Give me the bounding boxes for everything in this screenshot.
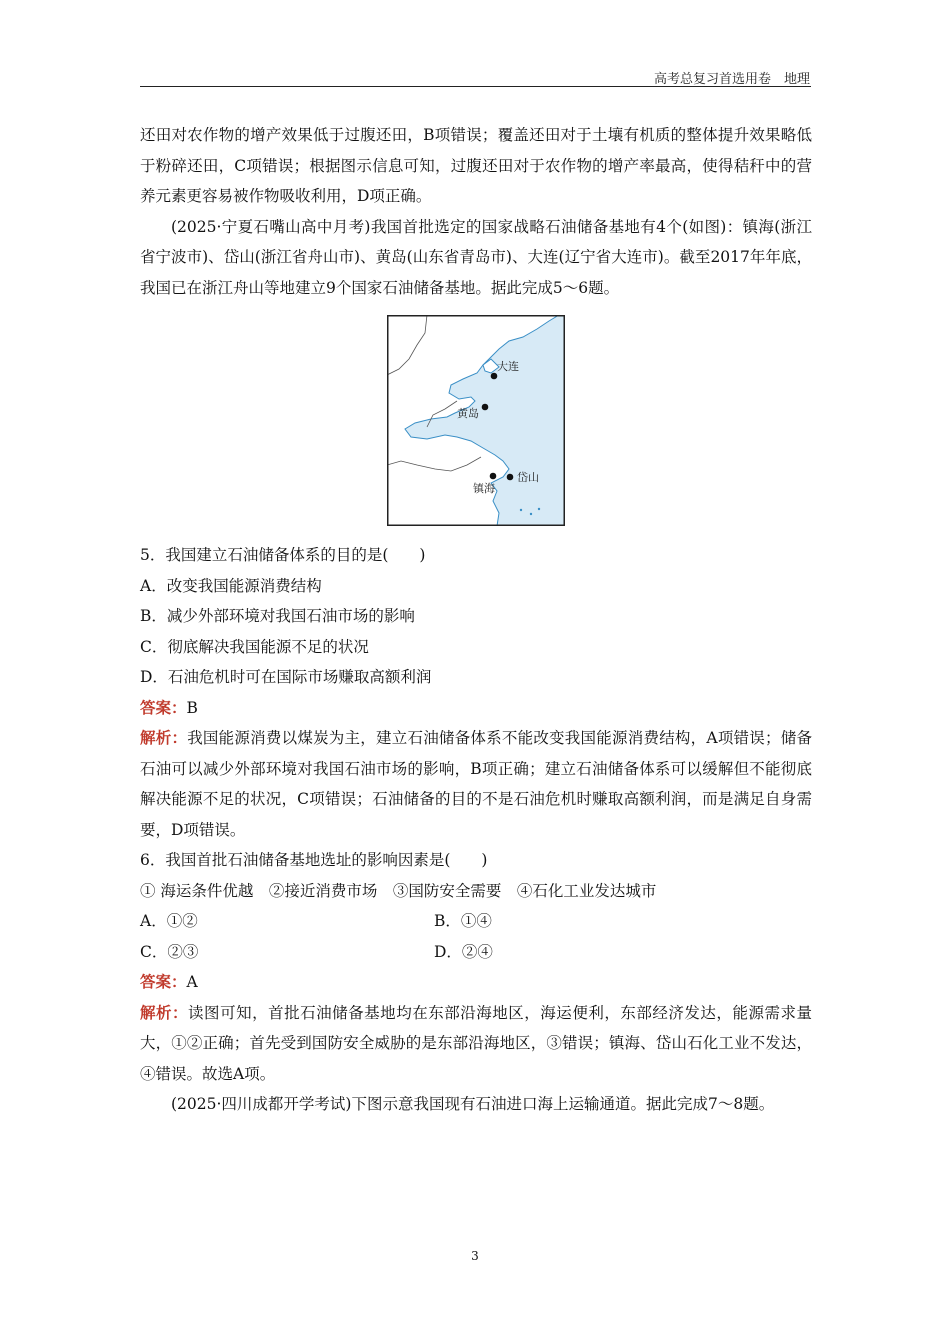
q6-option-c: C．②③ (140, 942, 199, 961)
page-number: 3 (471, 1249, 479, 1263)
daishan-marker (507, 474, 514, 481)
q5-answer (140, 693, 812, 724)
q5-analysis (140, 723, 812, 845)
zhenhai-marker (490, 473, 497, 480)
island-dot (538, 508, 540, 510)
passage-2: (2025·四川成都开学考试)下图示意我国现有石油进口海上运输通道。据此完成7～8题。 (171, 1095, 775, 1113)
q6-answer (140, 967, 812, 998)
map-svg (387, 315, 565, 526)
oil-reserve-map (387, 315, 565, 526)
q6-options-row-1 (140, 906, 812, 937)
huangdao-label: 黄岛 (457, 407, 479, 420)
q5-option-c: C．彻底解决我国能源不足的状况 (140, 637, 369, 656)
q6-option-b: B．①④ (434, 912, 492, 930)
passage-1: (2025·宁夏石嘴山高中月考)我国首批选定的国家战略石油储备基地有4个(如图)：镇海(浙江省宁波市)、岱山(浙江省舟山市)、黄岛(山东省青岛市)、大连(辽宁省大连市)。截至2017年年底，我国已在浙江舟山等地建立9个国家石油储备基地。据此完成5～6题。 (140, 217, 812, 297)
q5-analysis-text: 我国能源消费以煤炭为主，建立石油储备体系不能改变我国能源消费结构，A项错误；储备石油可以减少外部环境对我国石油市场的影响，B项正确；建立石油储备体系可以缓解但不能彻底解决能源不足的状况，C项错误；石油储备的目的不是石油危机时赚取高额利润，而是满足自身需要，D项错误。 (140, 729, 812, 839)
q6-options-row-2 (140, 937, 812, 968)
analysis-label: 解析： (140, 1002, 189, 1022)
dalian-label: 大连 (497, 360, 519, 373)
analysis-label: 解析： (140, 728, 188, 747)
daishan-label: 岱山 (517, 471, 539, 484)
q6-option-a: A．①② (140, 912, 198, 930)
intro-paragraph: 还田对农作物的增产效果低于过腹还田，B项错误；覆盖还田对于土壤有机质的整体提升效果略低于粉碎还田，C项错误；根据图示信息可知，过腹还田对于农作物的增产率最高，使得秸秆中的营养元素更容易被作物吸收利用，D项正确。 (140, 126, 812, 205)
page-content (140, 120, 812, 1120)
header-rule (140, 86, 811, 87)
q5-option-a: A．改变我国能源消费结构 (140, 576, 322, 595)
q5-answer-value: B (186, 698, 198, 717)
q6-analysis-text: 读图可知，首批石油储备基地均在东部沿海地区，海运便利，东部经济发达，能源需求量大，①②正确；首先受到国防安全威胁的是东部沿海地区，③错误；镇海、岱山石化工业不发达，④错误。故选A项。 (140, 1003, 812, 1083)
zhenhai-label: 镇海 (473, 482, 495, 495)
q6-option-d: D．②④ (434, 942, 493, 961)
island-dot (530, 513, 532, 515)
q6-answer-value: A (186, 973, 198, 991)
dalian-marker (491, 373, 498, 380)
island-dot (520, 509, 522, 511)
q5-option-b: B．减少外部环境对我国石油市场的影响 (140, 607, 415, 625)
answer-label: 答案： (140, 972, 187, 991)
huangdao-marker (482, 404, 489, 411)
q6-stem: 6．我国首批石油储备基地选址的影响因素是( ) (140, 851, 488, 869)
q5-stem: 5．我国建立石油储备体系的目的是( ) (140, 546, 426, 564)
q6-factors: ① 海运条件优越 ②接近消费市场 ③国防安全需要 ④石化工业发达城市 (140, 881, 657, 900)
q5-option-d: D．石油危机时可在国际市场赚取高额利润 (140, 668, 432, 686)
header-title: 高考总复习首选用卷 地理 (653, 72, 810, 87)
q6-analysis (140, 998, 812, 1090)
answer-label: 答案： (140, 697, 187, 717)
